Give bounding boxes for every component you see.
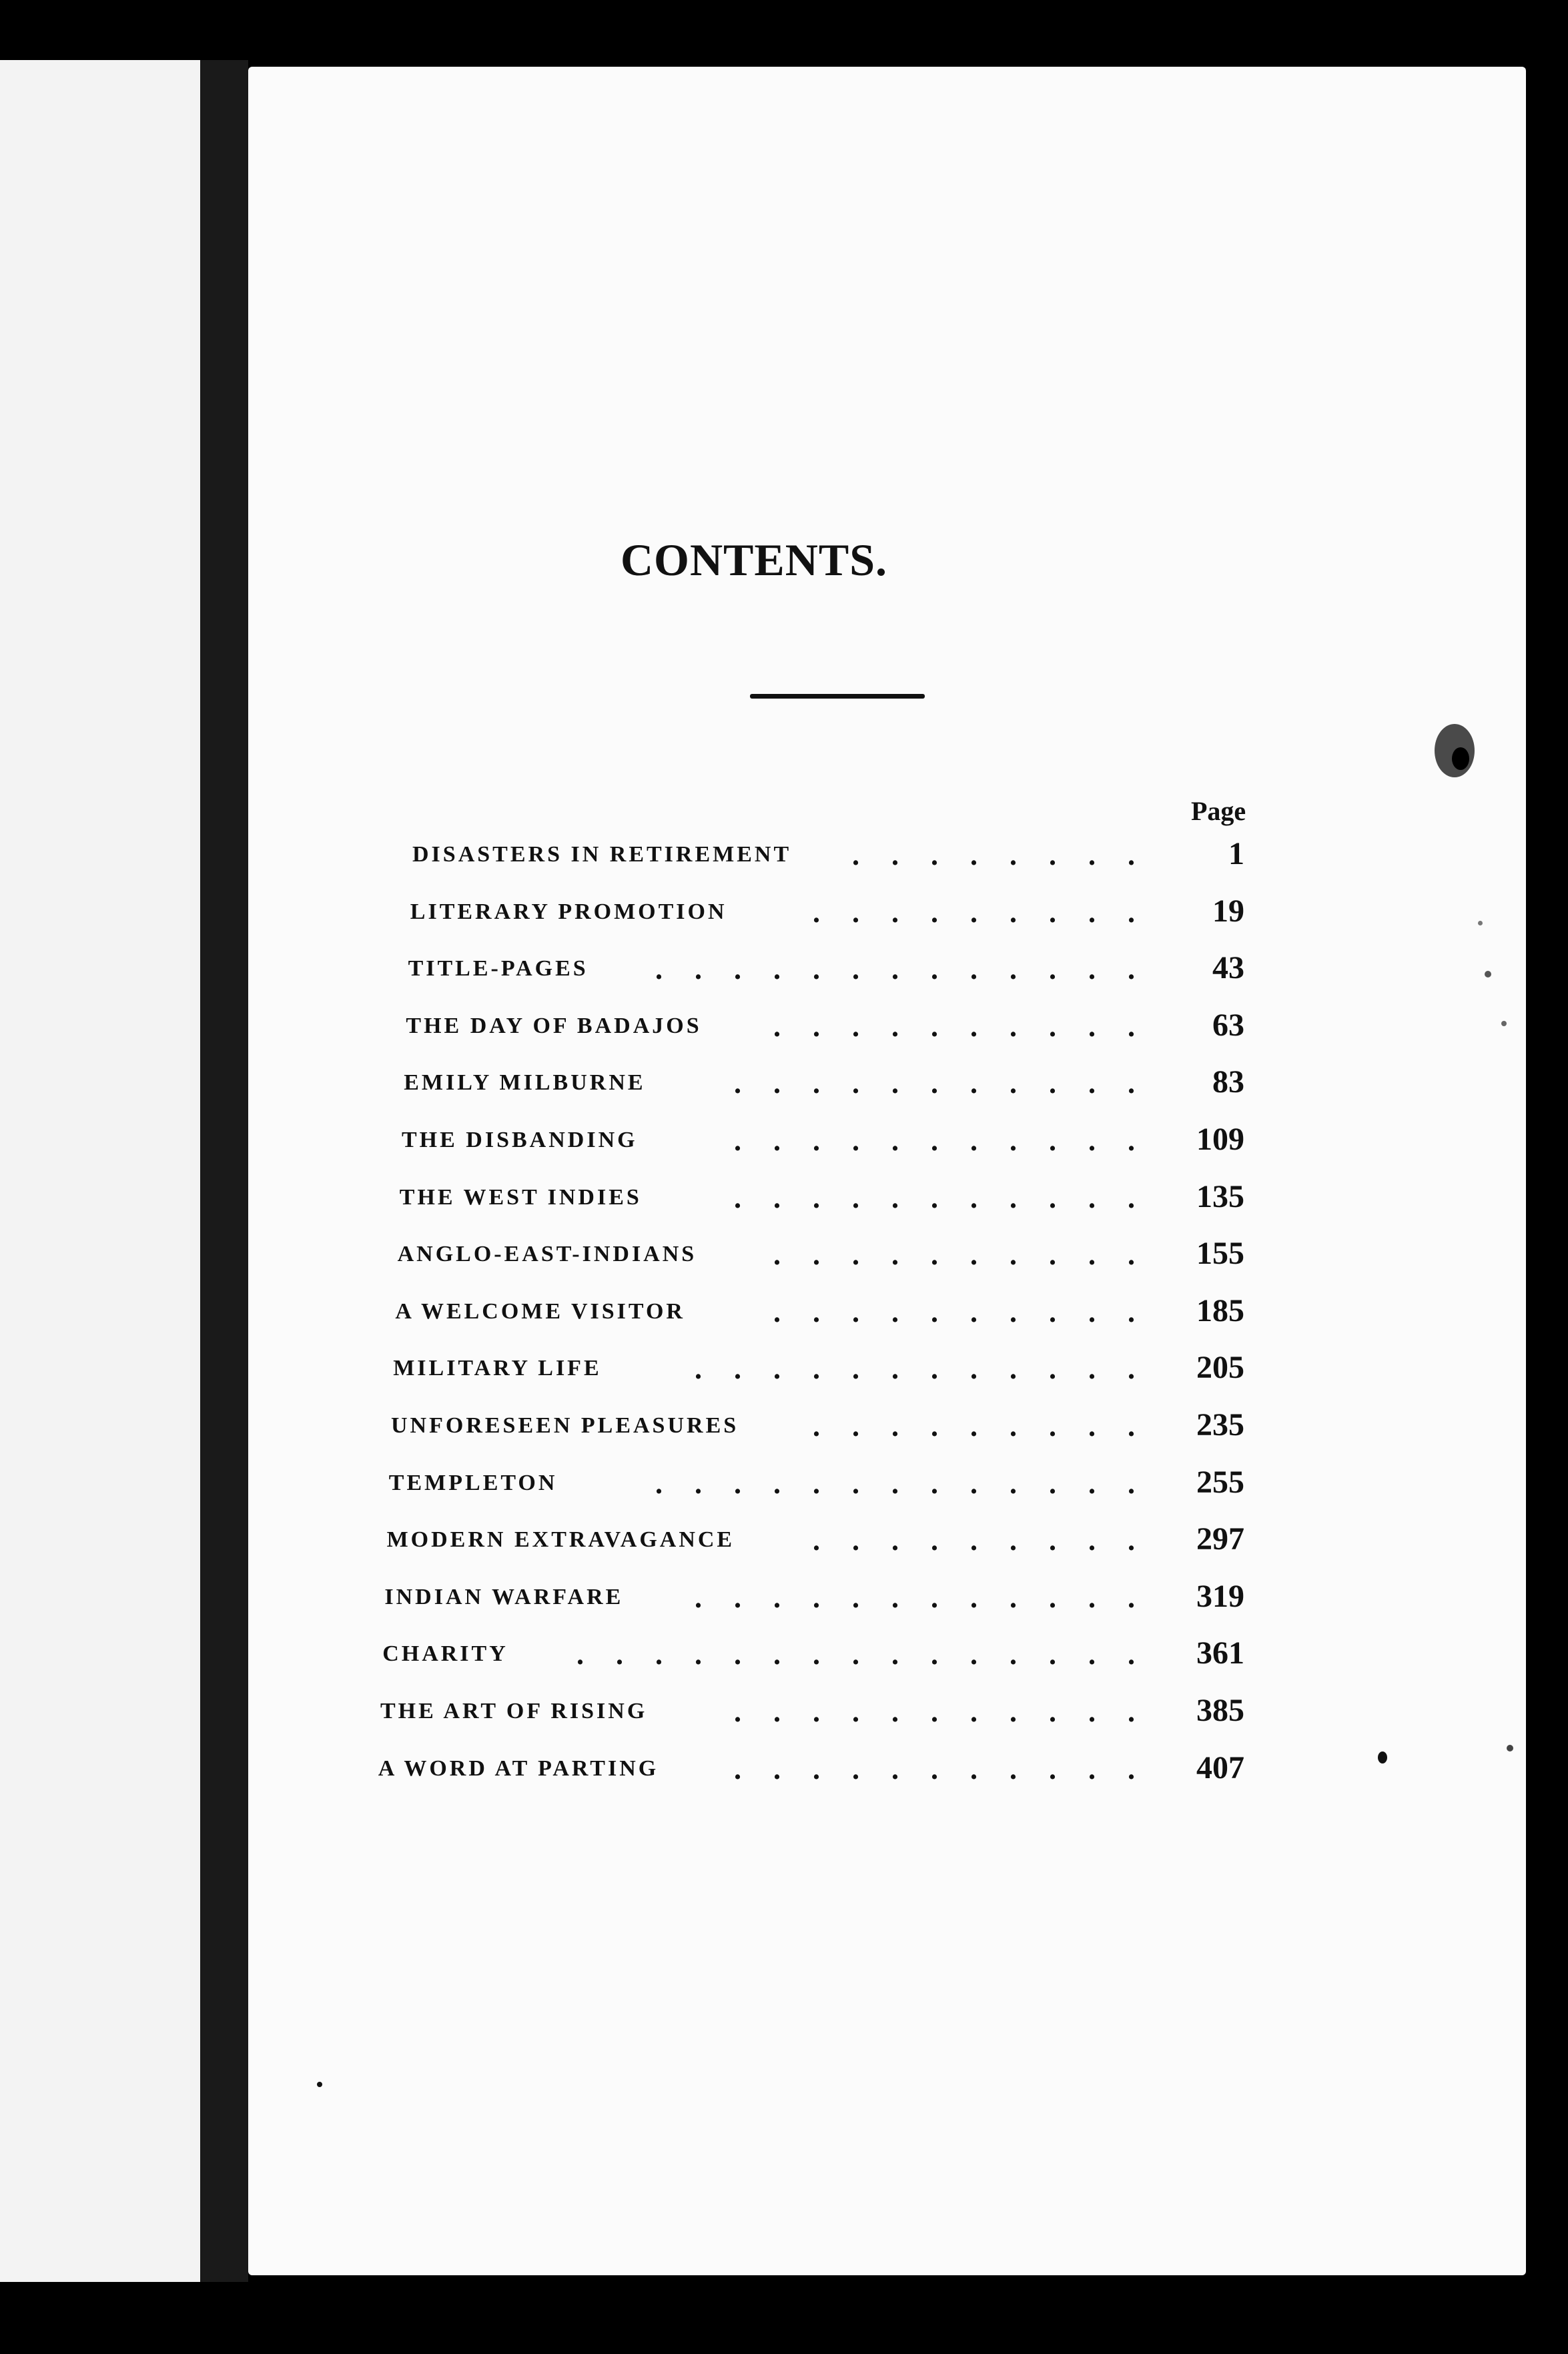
leader-dot: . <box>970 839 977 871</box>
leader-dot: . <box>969 1067 977 1100</box>
leader-dot: . <box>734 1695 741 1728</box>
leader-dot: . <box>733 1581 741 1614</box>
leader-dot: . <box>773 1752 781 1786</box>
leader-dot: . <box>1127 953 1135 986</box>
leader-dot: . <box>1088 1352 1096 1386</box>
toc-entry-page: 1 <box>1228 836 1244 871</box>
leader-dot: . <box>733 1352 741 1386</box>
toc-entry <box>393 1346 1244 1387</box>
leader-dot: . <box>1048 1067 1056 1100</box>
leader-dot: . <box>733 1752 741 1786</box>
toc-entry <box>382 1632 1244 1672</box>
leader-dot: . <box>1010 1124 1017 1157</box>
leader-dot: . <box>930 895 938 929</box>
leader-dot: . <box>852 1124 859 1157</box>
leader-dot: . <box>891 1524 899 1557</box>
leader-dot: . <box>1048 953 1056 986</box>
leader-dot: . <box>1088 839 1096 871</box>
leader-dot: . <box>1048 1638 1056 1671</box>
toc-entry-page: 43 <box>1212 950 1244 986</box>
leader-dot: . <box>930 1181 938 1214</box>
leader-dot: . <box>733 1638 741 1671</box>
leader-dot: . <box>733 1067 741 1100</box>
toc-entry <box>406 1004 1244 1044</box>
leader-dot: . <box>891 839 899 871</box>
leader-dot: . <box>969 1238 977 1272</box>
leader-dot: . <box>1088 1752 1096 1786</box>
leader-dot: . <box>773 1124 781 1157</box>
leader-dot: . <box>1127 1010 1135 1043</box>
leader-dot: . <box>1127 1581 1135 1614</box>
leader-dot: . <box>891 1467 899 1500</box>
leader-dot: . <box>1048 1467 1056 1500</box>
toc-entry-title: A WORD AT PARTING <box>378 1755 659 1781</box>
leader-dot: . <box>891 1181 899 1214</box>
leader-dot: . <box>773 1181 781 1214</box>
leader-dot: . <box>1127 1181 1135 1214</box>
leader-dot: . <box>1048 1752 1056 1786</box>
toc-entry-title: MILITARY LIFE <box>393 1356 602 1381</box>
leader-dot: . <box>930 1295 938 1328</box>
leader-dot: . <box>733 953 741 986</box>
leader-dot: . <box>930 1238 938 1272</box>
leader-dot: . <box>812 1752 820 1786</box>
leader-dot: . <box>812 1352 820 1386</box>
leader-dot: . <box>1009 1067 1017 1100</box>
leader-dot: . <box>969 1010 977 1043</box>
leader-dot: . <box>969 1467 977 1500</box>
leader-dot: . <box>931 1695 938 1728</box>
leader-dot: . <box>969 953 977 986</box>
leader-dot: . <box>931 1124 938 1157</box>
leader-dot: . <box>851 1295 859 1328</box>
leader-dot: . <box>891 895 899 929</box>
leader-dot: . <box>969 1181 977 1214</box>
leader-dot: . <box>1127 1752 1135 1786</box>
toc-entry-page: 319 <box>1196 1578 1244 1614</box>
leader-dot: . <box>773 1581 781 1614</box>
leader-dot: . <box>655 1638 663 1671</box>
leader-dot: . <box>1009 953 1017 986</box>
leader-dot: . <box>773 1352 781 1386</box>
toc-entry-title: LITERARY PROMOTION <box>410 899 727 924</box>
leader-dot: . <box>852 1410 859 1443</box>
leader-dot: . <box>694 1581 702 1614</box>
leader-dot: . <box>812 1524 820 1557</box>
leader-dot: . <box>1048 1352 1056 1386</box>
leader-dot: . <box>1088 1238 1096 1272</box>
leader-dot: . <box>1128 1124 1135 1157</box>
leader-dot: . <box>812 1295 820 1328</box>
leader-dot: . <box>930 1581 938 1614</box>
toc-entry-title: DISASTERS IN RETIREMENT <box>412 842 792 867</box>
leader-dot: . <box>851 895 859 929</box>
leader-dot: . <box>1009 1581 1017 1614</box>
leader-dot: . <box>812 1010 820 1043</box>
leader-dot: . <box>851 1524 859 1557</box>
leader-dot: . <box>1048 1181 1056 1214</box>
leader-dot: . <box>1049 1124 1056 1157</box>
leader-dot: . <box>969 895 977 929</box>
leader-dot: . <box>1088 1695 1096 1728</box>
leader-dot: . <box>891 1752 899 1786</box>
leader-dot: . <box>970 1695 977 1728</box>
leader-dot: . <box>891 1352 899 1386</box>
leader-dot: . <box>1049 1410 1056 1443</box>
leader-dot: . <box>773 1010 781 1043</box>
leader-dot: . <box>1048 1010 1056 1043</box>
leader-dot: . <box>1088 1295 1096 1328</box>
toc-entry <box>402 1118 1244 1158</box>
leader-dot: . <box>1088 1124 1096 1157</box>
toc-entry-page: 385 <box>1196 1693 1244 1728</box>
leader-dot: . <box>931 1410 938 1443</box>
toc-entry <box>412 833 1244 873</box>
leader-dot: . <box>930 953 938 986</box>
leader-dot: . <box>930 1010 938 1043</box>
leader-dot: . <box>733 1467 741 1500</box>
leader-dot: . <box>1127 1467 1135 1500</box>
leader-dot: . <box>1127 1524 1135 1557</box>
leader-dot: . <box>891 1067 899 1100</box>
leader-dot: . <box>773 1467 781 1500</box>
leader-dot: . <box>969 1638 977 1671</box>
leader-dot: . <box>1048 895 1056 929</box>
leader-dot: . <box>930 1752 938 1786</box>
leader-dot: . <box>1088 1638 1096 1671</box>
leader-dot: . <box>773 1295 781 1328</box>
leader-dot: . <box>891 1295 899 1328</box>
leader-dot: . <box>1048 1238 1056 1272</box>
toc-entry <box>384 1575 1244 1615</box>
leader-dot: . <box>1088 1181 1096 1214</box>
leader-dot: . <box>851 1067 859 1100</box>
leader-dot: . <box>851 953 859 986</box>
leader-dot: . <box>1009 1638 1017 1671</box>
leader-dot: . <box>615 1638 623 1671</box>
toc-entry <box>400 1176 1244 1216</box>
toc-entry-page: 83 <box>1212 1064 1244 1100</box>
toc-entry-page: 155 <box>1196 1236 1244 1272</box>
leader-dot: . <box>1048 1581 1056 1614</box>
leader-dot: . <box>1088 953 1096 986</box>
toc-entry-title: EMILY MILBURNE <box>404 1070 646 1096</box>
toc-entry <box>408 947 1244 987</box>
toc-entry-page: 135 <box>1196 1178 1244 1214</box>
leader-dot: . <box>773 953 781 986</box>
leader-dot: . <box>891 1695 899 1728</box>
toc-entry <box>410 890 1244 930</box>
leader-dot: . <box>1088 895 1096 929</box>
leader-dot: . <box>930 1524 938 1557</box>
leader-dot: . <box>1128 1695 1135 1728</box>
leader-dot: . <box>694 1352 702 1386</box>
toc-entry <box>378 1747 1244 1787</box>
leader-dot: . <box>1009 1238 1017 1272</box>
toc-entry <box>387 1518 1244 1558</box>
leader-dot: . <box>1128 839 1135 871</box>
toc-entry-title: A WELCOME VISITOR <box>395 1298 685 1324</box>
leader-dot: . <box>1128 1410 1135 1443</box>
leader-dot: . <box>655 1467 663 1500</box>
leader-dot: . <box>813 1695 820 1728</box>
toc-entry <box>395 1290 1244 1330</box>
toc-entry <box>389 1461 1244 1501</box>
leader-dot: . <box>694 1467 702 1500</box>
leader-dot: . <box>812 1638 820 1671</box>
leader-dot: . <box>694 1638 702 1671</box>
toc-entry-title: THE DAY OF BADAJOS <box>406 1013 702 1038</box>
leader-dot: . <box>813 1124 820 1157</box>
leader-dot: . <box>891 1410 899 1443</box>
leader-dot: . <box>812 895 820 929</box>
leader-dot: . <box>851 1238 859 1272</box>
leader-dot: . <box>694 953 702 986</box>
toc-entry-title: TITLE-PAGES <box>408 956 589 982</box>
leader-dot: . <box>969 1581 977 1614</box>
leader-dot: . <box>733 1181 741 1214</box>
leader-dot: . <box>773 1638 781 1671</box>
leader-dot: . <box>970 1410 977 1443</box>
leader-dot: . <box>969 1295 977 1328</box>
leader-dot: . <box>1009 1181 1017 1214</box>
toc-entry-page: 407 <box>1196 1749 1244 1786</box>
leader-dot: . <box>851 1181 859 1214</box>
leader-dot: . <box>1088 1067 1096 1100</box>
leader-dot: . <box>1010 839 1017 871</box>
leader-dot: . <box>773 1238 781 1272</box>
toc-entry <box>380 1689 1244 1729</box>
leader-dot: . <box>1088 1581 1096 1614</box>
toc-entry-page: 109 <box>1196 1122 1244 1157</box>
leader-dot: . <box>930 1638 938 1671</box>
leader-dot: . <box>891 1238 899 1272</box>
leader-dot: . <box>812 1181 820 1214</box>
leader-dot: . <box>1088 1010 1096 1043</box>
leader-dot: . <box>1048 1524 1056 1557</box>
leader-dot: . <box>891 1124 899 1157</box>
toc-entry-page: 19 <box>1212 893 1244 929</box>
page-column-label: Page <box>1191 796 1246 826</box>
leader-dot: . <box>851 1467 859 1500</box>
leader-dot: . <box>812 1238 820 1272</box>
toc-entry-title: THE DISBANDING <box>402 1128 638 1152</box>
toc-entry-title: THE WEST INDIES <box>399 1184 642 1210</box>
leader-dot: . <box>1009 895 1017 929</box>
leader-dot: . <box>1088 1410 1096 1443</box>
leader-dot: . <box>1127 1067 1135 1100</box>
toc-entry-title: INDIAN WARFARE <box>384 1584 624 1609</box>
leader-dot: . <box>1127 1238 1135 1272</box>
leader-dot: . <box>852 839 859 871</box>
toc-entry-page: 235 <box>1196 1407 1244 1443</box>
leader-dot: . <box>1127 1638 1135 1671</box>
leader-dot: . <box>930 1067 938 1100</box>
leader-dot: . <box>773 1695 781 1728</box>
toc-entry <box>398 1232 1244 1272</box>
leader-dot: . <box>1009 1010 1017 1043</box>
toc-entry-title: UNFORESEEN PLEASURES <box>391 1413 739 1438</box>
leader-dot: . <box>1127 895 1135 929</box>
leader-dot: . <box>1088 1467 1096 1500</box>
leader-dot: . <box>1009 1295 1017 1328</box>
leader-dot: . <box>930 1352 938 1386</box>
leader-dot: . <box>969 1752 977 1786</box>
leader-dot: . <box>1049 1695 1056 1728</box>
leader-dot: . <box>1010 1695 1017 1728</box>
toc-entry-title: MODERN EXTRAVAGANCE <box>386 1527 735 1553</box>
leader-dot: . <box>812 1067 820 1100</box>
leader-dot: . <box>930 1467 938 1500</box>
leader-dot: . <box>851 1352 859 1386</box>
leader-dot: . <box>1048 1295 1056 1328</box>
toc-entry <box>404 1061 1244 1101</box>
leader-dot: . <box>851 1752 859 1786</box>
leader-dot: . <box>1009 1524 1017 1557</box>
leader-dot: . <box>969 1524 977 1557</box>
toc-entry-page: 361 <box>1196 1635 1244 1671</box>
leader-dot: . <box>1009 1752 1017 1786</box>
toc-entry-title: CHARITY <box>382 1641 508 1667</box>
page-title: CONTENTS. <box>620 534 888 585</box>
leader-dot: . <box>1049 839 1056 871</box>
leader-dot: . <box>970 1124 977 1157</box>
toc-entry-title: ANGLO-EAST-INDIANS <box>397 1242 697 1267</box>
leader-dot: . <box>655 953 663 986</box>
leader-dot: . <box>851 1581 859 1614</box>
toc-entry-title: TEMPLETON <box>388 1470 558 1495</box>
leader-dot: . <box>1009 1352 1017 1386</box>
leader-dot: . <box>851 1638 859 1671</box>
toc-entry-page: 255 <box>1196 1464 1244 1500</box>
leader-dot: . <box>931 839 938 871</box>
leader-dot: . <box>773 1067 781 1100</box>
leader-dot: . <box>812 953 820 986</box>
leader-dot: . <box>576 1638 584 1671</box>
leader-dot: . <box>891 1581 899 1614</box>
leader-dot: . <box>851 1010 859 1043</box>
leader-dot: . <box>1127 1295 1135 1328</box>
leader-dot: . <box>891 1010 899 1043</box>
leader-dot: . <box>1088 1524 1096 1557</box>
leader-dot: . <box>969 1352 977 1386</box>
toc-entry <box>391 1404 1244 1444</box>
toc-entry-page: 297 <box>1196 1521 1244 1557</box>
leader-dot: . <box>1127 1352 1135 1386</box>
leader-dot: . <box>813 1410 820 1443</box>
toc-entry-page: 185 <box>1196 1292 1244 1328</box>
leader-dot: . <box>812 1581 820 1614</box>
leader-dot: . <box>891 953 899 986</box>
leader-dot: . <box>852 1695 859 1728</box>
leader-dot: . <box>734 1124 741 1157</box>
toc-entry-title: THE ART OF RISING <box>380 1699 648 1723</box>
leader-dot: . <box>812 1467 820 1500</box>
leader-dot: . <box>1010 1410 1017 1443</box>
leader-dot: . <box>1009 1467 1017 1500</box>
toc-entry-page: 205 <box>1196 1350 1244 1386</box>
toc-entry-page: 63 <box>1212 1007 1244 1043</box>
leader-dot: . <box>891 1638 899 1671</box>
